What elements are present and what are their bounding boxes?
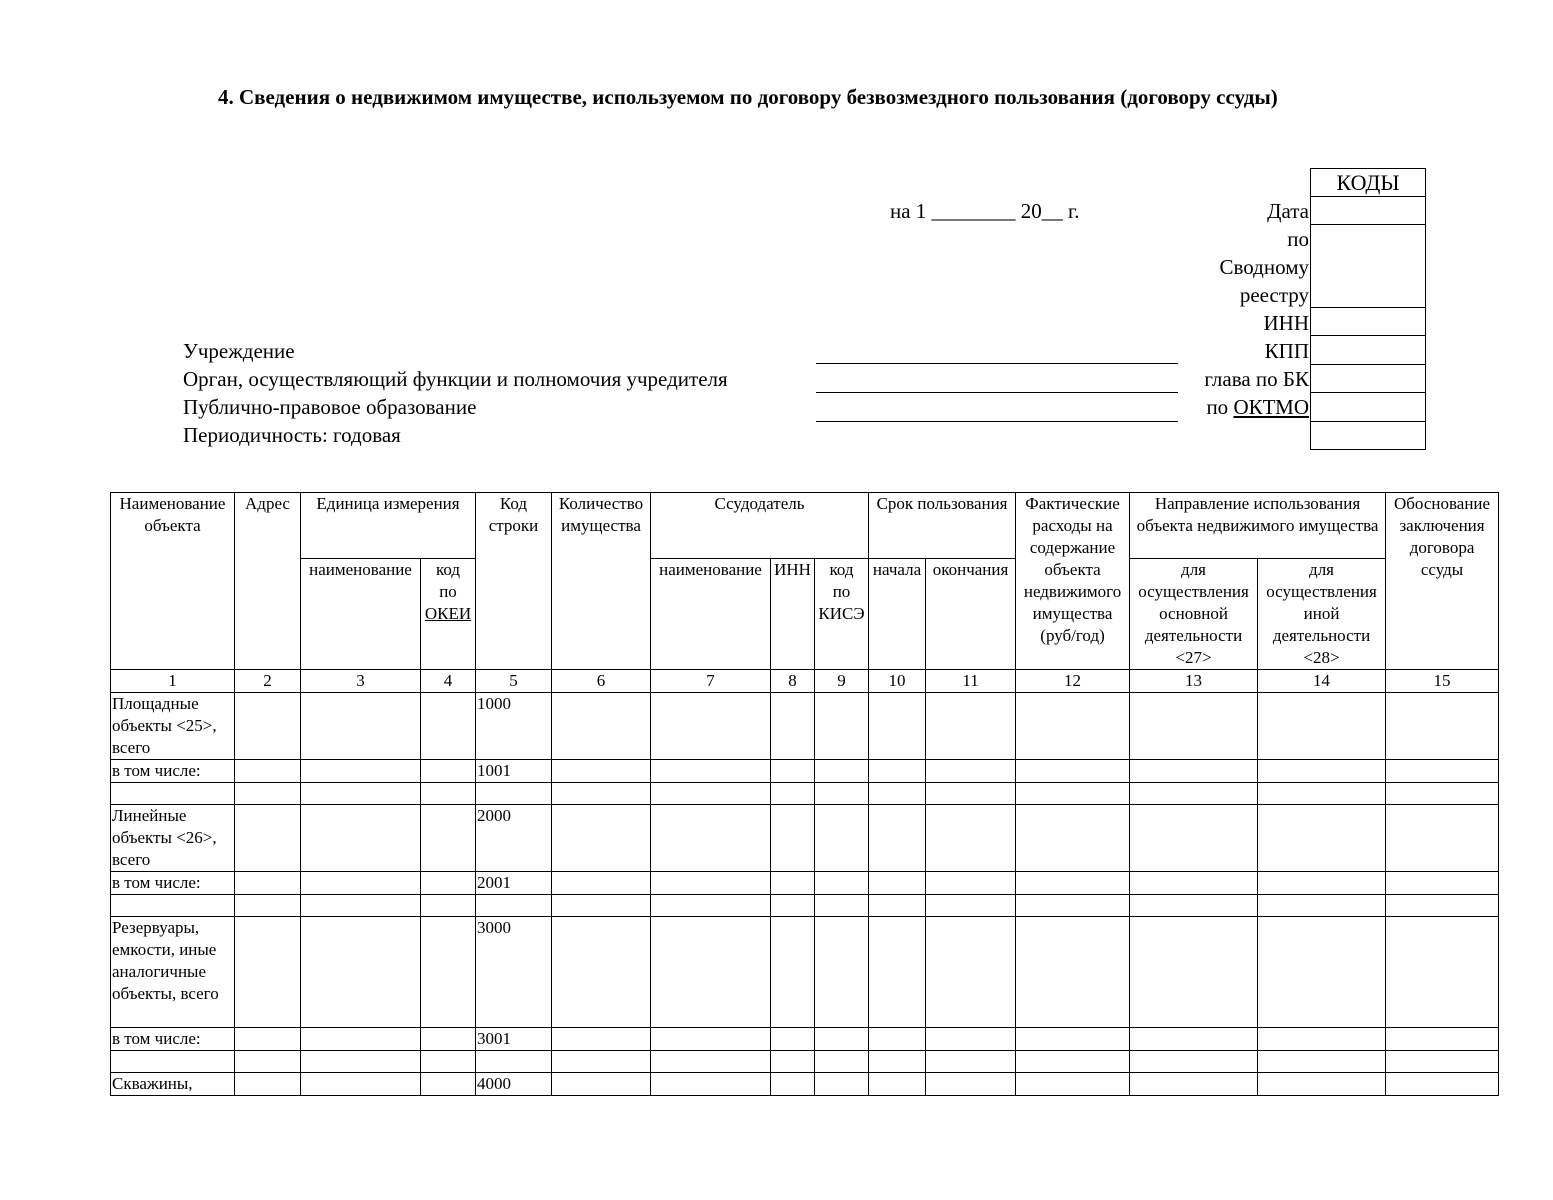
table-cell[interactable] [301, 1051, 421, 1073]
table-cell[interactable] [869, 1073, 926, 1096]
table-cell[interactable] [301, 872, 421, 895]
table-cell[interactable] [1258, 1051, 1386, 1073]
table-cell[interactable] [1258, 783, 1386, 805]
column-number: 12 [1016, 670, 1130, 693]
table-cell[interactable] [1386, 917, 1499, 1028]
property-table [110, 492, 1499, 1096]
table-cell[interactable] [815, 872, 869, 895]
table-cell[interactable] [301, 917, 421, 1028]
table-cell[interactable] [1386, 760, 1499, 783]
row-object-name[interactable]: в том числе: [111, 760, 235, 783]
table-cell[interactable] [235, 895, 301, 917]
table-cell[interactable] [1386, 895, 1499, 917]
field-founder-input[interactable] [816, 392, 1178, 393]
row-line-code[interactable]: 3000 [476, 917, 552, 1028]
table-cell[interactable] [1016, 872, 1130, 895]
table-cell[interactable] [421, 895, 476, 917]
table-cell[interactable] [421, 1028, 476, 1051]
code-label-inn: ИНН [1263, 311, 1309, 335]
table-cell[interactable] [815, 917, 869, 1028]
codes-header: КОДЫ [1310, 168, 1426, 197]
table-cell[interactable] [771, 693, 815, 760]
row-object-name[interactable]: в том числе: [111, 1028, 235, 1051]
header-direction: Направление использования объекта недвижимого имущества [1130, 493, 1386, 559]
table-cell[interactable] [815, 1028, 869, 1051]
code-divider [1311, 421, 1425, 422]
table-cell[interactable] [1258, 872, 1386, 895]
table-cell[interactable] [771, 872, 815, 895]
table-cell[interactable] [421, 872, 476, 895]
header-term-end: окончания [926, 559, 1016, 670]
table-cell[interactable] [771, 783, 815, 805]
header-lender-code-line: по [832, 582, 851, 601]
table-cell[interactable] [1016, 1073, 1130, 1096]
table-cell[interactable] [235, 917, 301, 1028]
header-unit-code-line: код [435, 560, 461, 579]
table-cell[interactable] [926, 872, 1016, 895]
table-row [111, 1073, 1499, 1096]
table-cell[interactable] [1016, 895, 1130, 917]
table-cell[interactable] [301, 693, 421, 760]
report-date[interactable]: на 1 ________ 20__ г. [890, 199, 1080, 223]
table-cell[interactable] [815, 1051, 869, 1073]
table-cell[interactable] [301, 895, 421, 917]
table-cell[interactable] [1130, 760, 1258, 783]
table-cell[interactable] [1386, 1028, 1499, 1051]
table-cell[interactable] [869, 805, 926, 872]
table-row [111, 917, 1499, 1028]
table-cell[interactable] [869, 760, 926, 783]
code-label-registry: Сводному [1219, 255, 1309, 279]
table-cell[interactable] [1130, 805, 1258, 872]
column-number: 11 [926, 670, 1016, 693]
table-cell[interactable] [235, 783, 301, 805]
table-cell[interactable] [651, 917, 771, 1028]
code-divider [1311, 392, 1425, 393]
table-cell[interactable] [235, 693, 301, 760]
table-cell[interactable] [552, 917, 651, 1028]
code-divider [1311, 364, 1425, 365]
column-number: 10 [869, 670, 926, 693]
column-number: 14 [1258, 670, 1386, 693]
table-cell[interactable] [1016, 760, 1130, 783]
header-object-name: Наименование объекта [111, 493, 235, 670]
table-cell[interactable] [1130, 1073, 1258, 1096]
header-lender-code-line: КИСЭ [818, 604, 865, 623]
table-cell[interactable] [651, 805, 771, 872]
table-cell[interactable] [651, 1051, 771, 1073]
table-cell[interactable] [552, 1028, 651, 1051]
code-label-oktmo-prefix: по [1206, 395, 1234, 419]
table-cell[interactable] [926, 917, 1016, 1028]
table-cell[interactable] [815, 760, 869, 783]
column-number: 3 [301, 670, 421, 693]
header-term-start: начала [869, 559, 926, 670]
row-object-name[interactable] [111, 783, 235, 805]
table-cell[interactable] [421, 693, 476, 760]
row-object-name[interactable]: Линейные объекты <26>, всего [111, 805, 235, 872]
header-term: Срок пользования [869, 493, 1016, 559]
row-line-code[interactable]: 4000 [476, 1073, 552, 1096]
table-row [111, 1051, 1499, 1073]
table-cell[interactable] [869, 783, 926, 805]
column-number: 2 [235, 670, 301, 693]
table-cell[interactable] [926, 760, 1016, 783]
table-row [111, 783, 1499, 805]
table-cell[interactable] [771, 1073, 815, 1096]
table-cell[interactable] [1386, 1051, 1499, 1073]
table-cell[interactable] [926, 783, 1016, 805]
table-cell[interactable] [1258, 895, 1386, 917]
table-cell[interactable] [301, 805, 421, 872]
table-cell[interactable] [1130, 917, 1258, 1028]
column-number: 4 [421, 670, 476, 693]
row-line-code[interactable] [476, 1051, 552, 1073]
table-cell[interactable] [1130, 872, 1258, 895]
table-cell[interactable] [235, 1051, 301, 1073]
column-number: 6 [552, 670, 651, 693]
table-cell[interactable] [651, 693, 771, 760]
table-cell[interactable] [1386, 805, 1499, 872]
table-cell[interactable] [235, 872, 301, 895]
table-row [111, 805, 1499, 872]
table-cell[interactable] [301, 1073, 421, 1096]
header-expenses: Фактические расходы на содержание объекта недвижимого имущества (руб/год) [1016, 493, 1130, 670]
table-cell[interactable] [1016, 783, 1130, 805]
header-direction-main: для осуществления основной деятельности <27> [1130, 559, 1258, 670]
table-cell[interactable] [869, 1028, 926, 1051]
table-cell[interactable] [651, 872, 771, 895]
table-cell[interactable] [651, 760, 771, 783]
table-cell[interactable] [552, 895, 651, 917]
field-public-entity-label: Публично-правовое образование [183, 395, 477, 419]
table-cell[interactable] [869, 693, 926, 760]
table-cell[interactable] [235, 760, 301, 783]
table-cell[interactable] [1130, 1051, 1258, 1073]
table-cell[interactable] [552, 1073, 651, 1096]
table-cell[interactable] [926, 1028, 1016, 1051]
table-cell[interactable] [1130, 895, 1258, 917]
table-cell[interactable] [552, 693, 651, 760]
table-cell[interactable] [1386, 872, 1499, 895]
row-object-name[interactable]: в том числе: [111, 872, 235, 895]
code-divider [1311, 196, 1425, 197]
table-cell[interactable] [815, 805, 869, 872]
table-cell[interactable] [926, 895, 1016, 917]
table-cell[interactable] [1386, 783, 1499, 805]
row-line-code[interactable] [476, 783, 552, 805]
header-justification: Обоснование заключения договора ссуды [1386, 493, 1499, 670]
table-cell[interactable] [552, 805, 651, 872]
table-cell[interactable] [1386, 1073, 1499, 1096]
header-unit-code [421, 559, 476, 670]
code-divider [1311, 224, 1425, 225]
table-cell[interactable] [235, 805, 301, 872]
table-cell[interactable] [1016, 1028, 1130, 1051]
header-unit-code-line: по [439, 582, 457, 601]
table-cell[interactable] [235, 1028, 301, 1051]
table-row [111, 872, 1499, 895]
table-cell[interactable] [815, 895, 869, 917]
code-label-date: Дата [1267, 199, 1309, 223]
column-number: 7 [651, 670, 771, 693]
row-object-name[interactable]: Площадные объекты <25>, всего [111, 693, 235, 760]
table-cell[interactable] [926, 1051, 1016, 1073]
table-cell[interactable] [552, 872, 651, 895]
table-cell[interactable] [869, 1051, 926, 1073]
table-row [111, 760, 1499, 783]
code-label-registry: реестру [1239, 283, 1309, 307]
column-number-row [111, 670, 1499, 693]
table-cell[interactable] [1258, 1028, 1386, 1051]
table-cell[interactable] [815, 783, 869, 805]
table-cell[interactable] [421, 805, 476, 872]
table-cell[interactable] [815, 1073, 869, 1096]
field-institution-label: Учреждение [183, 339, 295, 363]
table-cell[interactable] [651, 1028, 771, 1051]
table-cell[interactable] [421, 1051, 476, 1073]
table-cell[interactable] [1258, 917, 1386, 1028]
table-cell[interactable] [771, 917, 815, 1028]
row-object-name[interactable]: Резервуары, емкости, иные аналогичные объекты, всего [111, 917, 235, 1028]
header-lender: Ссудодатель [651, 493, 869, 559]
row-line-code[interactable] [476, 895, 552, 917]
table-cell[interactable] [301, 1028, 421, 1051]
table-cell[interactable] [552, 1051, 651, 1073]
field-founder-label: Орган, осуществляющий функции и полномочия учредителя [183, 367, 728, 391]
okei-link[interactable]: ОКЕИ [424, 604, 472, 623]
row-object-name[interactable] [111, 1051, 235, 1073]
code-label-oktmo [1206, 395, 1309, 420]
table-row [111, 895, 1499, 917]
header-lender-code-line: код [829, 560, 854, 579]
header-lender-inn: ИНН [771, 559, 815, 670]
table-cell[interactable] [421, 760, 476, 783]
table-cell[interactable] [869, 872, 926, 895]
oktmo-link[interactable]: ОКТМО [1233, 395, 1309, 419]
table-cell[interactable] [651, 895, 771, 917]
table-cell[interactable] [771, 1051, 815, 1073]
table-row [111, 1028, 1499, 1051]
field-periodicity: Периодичность: годовая [183, 423, 401, 447]
code-divider [1311, 335, 1425, 336]
column-number: 9 [815, 670, 869, 693]
row-object-name[interactable]: Скважины, [111, 1073, 235, 1096]
column-number: 13 [1130, 670, 1258, 693]
code-label-kpp: КПП [1264, 339, 1309, 363]
table-cell[interactable] [1258, 693, 1386, 760]
table-cell[interactable] [1016, 805, 1130, 872]
table-cell[interactable] [552, 760, 651, 783]
field-institution-input[interactable] [816, 363, 1178, 364]
table-cell[interactable] [301, 760, 421, 783]
header-lender-name: наименование [651, 559, 771, 670]
table-cell[interactable] [552, 783, 651, 805]
column-number: 15 [1386, 670, 1499, 693]
table-cell[interactable] [651, 783, 771, 805]
row-line-code[interactable]: 2000 [476, 805, 552, 872]
table-cell[interactable] [1130, 783, 1258, 805]
header-unit-name: наименование [301, 559, 421, 670]
table-cell[interactable] [1130, 1028, 1258, 1051]
row-line-code[interactable]: 3001 [476, 1028, 552, 1051]
table-cell[interactable] [1016, 917, 1130, 1028]
section-title: 4. Сведения о недвижимом имуществе, используемом по договору безвозмездного пользования (договору ссуды) [218, 85, 1278, 109]
table-cell[interactable] [421, 1073, 476, 1096]
table-cell[interactable] [869, 917, 926, 1028]
table-cell[interactable] [1386, 693, 1499, 760]
row-line-code[interactable]: 1000 [476, 693, 552, 760]
table-cell[interactable] [771, 895, 815, 917]
table-cell[interactable] [815, 693, 869, 760]
field-public-entity-input[interactable] [816, 421, 1178, 422]
column-number: 1 [111, 670, 235, 693]
table-cell[interactable] [651, 1073, 771, 1096]
table-cell[interactable] [926, 693, 1016, 760]
header-direction-other: для осуществления иной деятельности <28> [1258, 559, 1386, 670]
table-cell[interactable] [1016, 1051, 1130, 1073]
table-cell[interactable] [926, 805, 1016, 872]
table-cell[interactable] [421, 917, 476, 1028]
header-lender-code [815, 559, 869, 670]
table-row [111, 693, 1499, 760]
table-cell[interactable] [235, 1073, 301, 1096]
table-cell[interactable] [869, 895, 926, 917]
row-line-code[interactable]: 2001 [476, 872, 552, 895]
table-cell[interactable] [771, 760, 815, 783]
codes-box [1310, 196, 1426, 450]
table-cell[interactable] [771, 1028, 815, 1051]
header-unit: Единица измерения [301, 493, 476, 559]
header-line-code: Код строки [476, 493, 552, 670]
table-cell[interactable] [1016, 693, 1130, 760]
table-cell[interactable] [421, 783, 476, 805]
table-cell[interactable] [1258, 1073, 1386, 1096]
code-label-registry: по [1287, 227, 1309, 251]
column-number: 5 [476, 670, 552, 693]
table-cell[interactable] [1130, 693, 1258, 760]
header-quantity: Количество имущества [552, 493, 651, 670]
table-cell[interactable] [771, 805, 815, 872]
column-number: 8 [771, 670, 815, 693]
table-cell[interactable] [926, 1073, 1016, 1096]
code-label-chapter: глава по БК [1204, 367, 1309, 391]
table-cell[interactable] [1258, 805, 1386, 872]
table-cell[interactable] [301, 783, 421, 805]
row-object-name[interactable] [111, 895, 235, 917]
header-address: Адрес [235, 493, 301, 670]
table-cell[interactable] [1258, 760, 1386, 783]
code-divider [1311, 307, 1425, 308]
row-line-code[interactable]: 1001 [476, 760, 552, 783]
